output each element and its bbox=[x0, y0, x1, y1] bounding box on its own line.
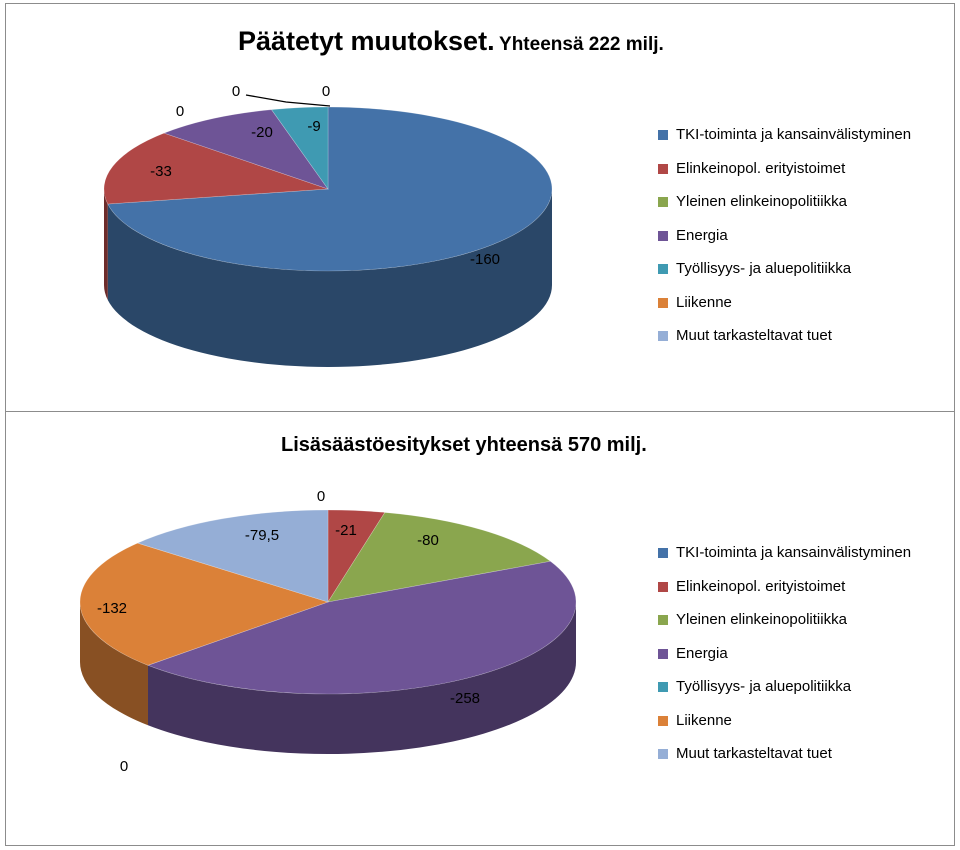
bottom-data-label-0: 0 bbox=[316, 488, 326, 505]
top-slice-side-1 bbox=[104, 189, 108, 300]
legend-label: TKI-toiminta ja kansainvälistyminen bbox=[676, 544, 912, 561]
chart-panel-top bbox=[5, 3, 955, 412]
legend-label: Muut tarkasteltavat tuet bbox=[676, 327, 832, 344]
bottom-data-label-2: -80 bbox=[417, 532, 439, 549]
legend-label: Energia bbox=[676, 226, 728, 244]
legend-swatch bbox=[658, 548, 668, 558]
legend-label: Energia bbox=[676, 644, 728, 662]
legend-label: Työllisyys- ja aluepolitiikka bbox=[676, 678, 852, 695]
top-data-label-5: 0 bbox=[231, 83, 241, 100]
legend-swatch bbox=[658, 649, 668, 659]
legend-swatch bbox=[658, 716, 668, 726]
legend-label: Elinkeinopol. erityistoimet bbox=[676, 159, 846, 177]
top-data-label-2: 0 bbox=[175, 103, 185, 120]
legend-label: Työllisyys- ja aluepolitiikka bbox=[676, 260, 852, 277]
top-pie-tops bbox=[104, 107, 552, 271]
bottom-data-label-4: 0 bbox=[119, 758, 129, 775]
legend-swatch bbox=[658, 298, 668, 308]
legend-label: Liikenne bbox=[676, 711, 732, 729]
legend-swatch bbox=[658, 197, 668, 207]
legend-label: Elinkeinopol. erityistoimet bbox=[676, 577, 846, 595]
chart-title-main: Päätetyt muutokset. bbox=[238, 26, 495, 56]
chart-panel-bottom bbox=[5, 411, 955, 846]
legend-label: TKI-toiminta ja kansainvälistyminen bbox=[676, 126, 912, 143]
bottom-data-label-3: -258 bbox=[449, 690, 481, 707]
bottom-data-label-1: -21 bbox=[335, 522, 357, 539]
chart-title-total: Yhteensä 222 milj. bbox=[499, 34, 664, 55]
bottom-pie-tops bbox=[80, 510, 576, 694]
top-data-label-6: 0 bbox=[321, 83, 331, 100]
top-data-label-1: -33 bbox=[150, 163, 172, 180]
legend-swatch bbox=[658, 231, 668, 241]
chart-title-bottom: Lisäsäästöesitykset yhteensä 570 milj. bbox=[281, 434, 647, 456]
top-data-label-3: -20 bbox=[251, 124, 273, 141]
legend-swatch bbox=[658, 164, 668, 174]
legend-swatch bbox=[658, 331, 668, 341]
top-leader-line bbox=[246, 95, 330, 106]
top-data-label-0: -160 bbox=[469, 251, 501, 268]
legend-swatch bbox=[658, 682, 668, 692]
top-data-label-4: -9 bbox=[307, 118, 321, 135]
pie-chart-bottom bbox=[6, 412, 954, 845]
legend-swatch bbox=[658, 582, 668, 592]
legend-swatch bbox=[658, 615, 668, 625]
legend-swatch bbox=[658, 130, 668, 140]
legend-swatch bbox=[658, 749, 668, 759]
legend-label: Yleinen elinkeinopolitiikka bbox=[676, 193, 847, 210]
legend-swatch bbox=[658, 264, 668, 274]
legend-label: Liikenne bbox=[676, 293, 732, 311]
bottom-data-label-6: -79,5 bbox=[244, 527, 280, 544]
legend-label: Muut tarkasteltavat tuet bbox=[676, 745, 832, 762]
bottom-data-label-5: -132 bbox=[96, 600, 128, 617]
legend-label: Yleinen elinkeinopolitiikka bbox=[676, 611, 847, 628]
